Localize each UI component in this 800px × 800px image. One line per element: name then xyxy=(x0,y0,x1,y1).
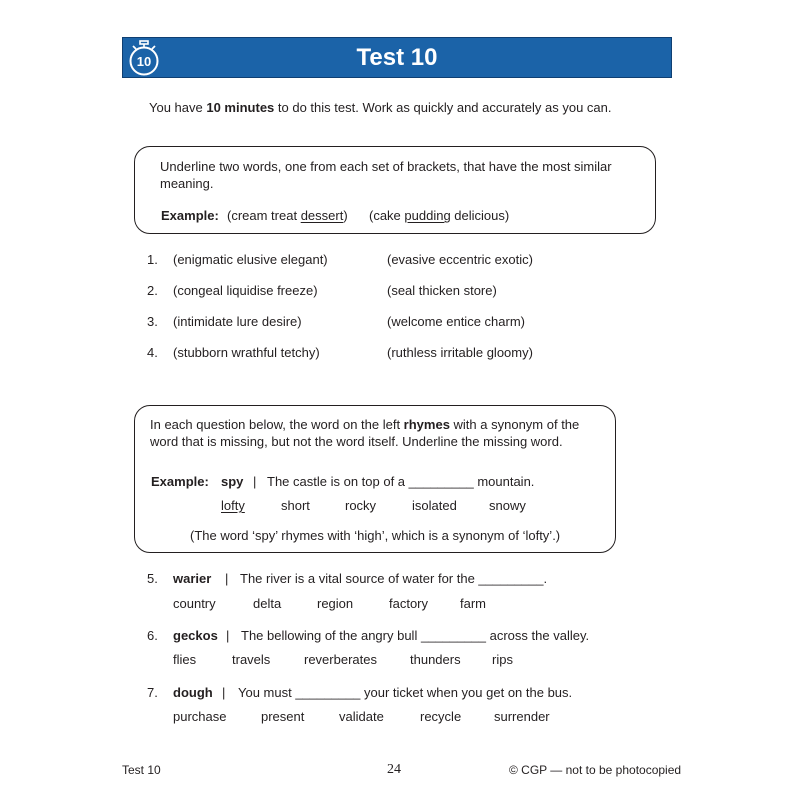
question-number: 4. xyxy=(147,345,158,360)
answer-option[interactable]: present xyxy=(261,709,305,724)
example-option: isolated xyxy=(412,498,457,513)
example-label: Example: xyxy=(161,208,219,223)
word-set-right[interactable]: (welcome entice charm) xyxy=(387,314,525,329)
instruction-line: Underline two words, one from each set of brackets, that have the most similar xyxy=(160,159,612,174)
example-right-set: (cake pudding delicious) xyxy=(369,208,510,223)
answer-option[interactable]: rips xyxy=(492,652,513,667)
instruction-line: word that is missing, but not the word itself. Underline the missing word. xyxy=(150,434,563,449)
separator: | xyxy=(225,571,229,586)
answer-option[interactable]: purchase xyxy=(173,709,227,724)
example-option: lofty xyxy=(221,498,245,513)
example-note: (The word ‘spy’ rhymes with ‘high’, which is a synonym of ‘lofty’.) xyxy=(190,528,561,543)
word-set-left[interactable]: (intimidate lure desire) xyxy=(173,314,302,329)
question-number: 3. xyxy=(147,314,158,329)
question-number: 5. xyxy=(147,571,158,586)
footer-test-label: Test 10 xyxy=(122,763,161,777)
word-set-right[interactable]: (seal thicken store) xyxy=(387,283,497,298)
answer-option[interactable]: farm xyxy=(460,596,486,611)
question-number: 1. xyxy=(147,252,158,267)
answer-option[interactable]: recycle xyxy=(420,709,462,724)
answer-option[interactable]: thunders xyxy=(410,652,461,667)
instruction-line: In each question below, the word on the left rhymes with a synonym of the xyxy=(150,417,580,432)
separator: | xyxy=(253,474,257,489)
answer-option[interactable]: region xyxy=(317,596,354,611)
word-set-right[interactable]: (ruthless irritable gloomy) xyxy=(387,345,533,360)
rhyme-word: dough xyxy=(173,685,213,700)
copyright-notice: © CGP — not to be photocopied xyxy=(509,763,682,777)
example-option: short xyxy=(281,498,310,513)
example-option: rocky xyxy=(345,498,377,513)
instruction-line: meaning. xyxy=(160,176,214,191)
timer-number: 10 xyxy=(136,54,152,69)
page-number: 24 xyxy=(387,762,401,777)
word-set-left[interactable]: (stubborn wrathful tetchy) xyxy=(173,345,320,360)
question-number: 7. xyxy=(147,685,158,700)
question-number: 2. xyxy=(147,283,158,298)
answer-option[interactable]: delta xyxy=(253,596,282,611)
answer-option[interactable]: travels xyxy=(232,652,271,667)
separator: | xyxy=(226,628,230,643)
answer-option[interactable]: reverberates xyxy=(304,652,377,667)
question-number: 6. xyxy=(147,628,158,643)
answer-option[interactable]: country xyxy=(173,596,216,611)
question-sentence: The river is a vital source of water for the _________. xyxy=(240,571,548,586)
stopwatch-icon xyxy=(127,40,161,76)
question-sentence: You must _________ your ticket when you get on the bus. xyxy=(238,685,573,700)
word-set-left[interactable]: (congeal liquidise freeze) xyxy=(173,283,318,298)
example-left-set: (cream treat dessert) xyxy=(227,208,348,223)
rhyme-word: warier xyxy=(173,571,212,586)
question-sentence: The bellowing of the angry bull _________ across the valley. xyxy=(241,628,590,643)
intro-text: You have 10 minutes to do this test. Work as quickly and accurately as you can. xyxy=(149,100,612,115)
word-set-right[interactable]: (evasive eccentric exotic) xyxy=(387,252,533,267)
answer-option[interactable]: surrender xyxy=(494,709,550,724)
separator: | xyxy=(222,685,226,700)
example-word: spy xyxy=(221,474,244,489)
answer-option[interactable]: validate xyxy=(339,709,384,724)
answer-option[interactable]: factory xyxy=(389,596,429,611)
example-option: snowy xyxy=(489,498,526,513)
rhyme-word: geckos xyxy=(173,628,218,643)
word-set-left[interactable]: (enigmatic elusive elegant) xyxy=(173,252,328,267)
answer-option[interactable]: flies xyxy=(173,652,197,667)
page-title: Test 10 xyxy=(356,44,438,71)
example-sentence: The castle is on top of a _________ mountain. xyxy=(267,474,535,489)
example-label: Example: xyxy=(151,474,209,489)
